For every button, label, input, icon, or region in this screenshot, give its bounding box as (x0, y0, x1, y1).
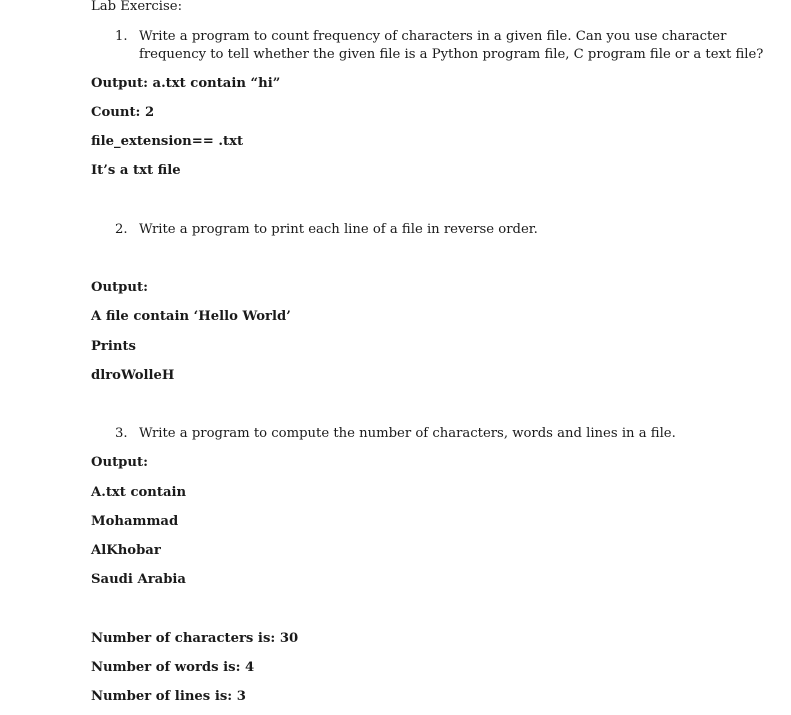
q2-output-label: Output: (91, 280, 148, 295)
page-header: Lab Exercise: (91, 0, 183, 14)
q3-content-line-2: AlKhobar (91, 543, 161, 558)
question-2-text: Write a program to print each line of a file in reverse order. (139, 222, 538, 237)
q1-extension-line: file_extension== .txt (91, 134, 244, 149)
q3-characters-result: Number of characters is: 30 (91, 631, 299, 646)
question-1-text-line-2: frequency to tell whether the given file is a Python program file, C program file or a text file? (139, 47, 764, 62)
question-3-number: 3. (115, 426, 128, 441)
q1-result-line: It’s a txt file (91, 163, 181, 178)
q3-lines-result: Number of lines is: 3 (91, 689, 246, 704)
q2-file-line: A file contain ‘Hello World’ (91, 309, 291, 324)
question-1-number: 1. (115, 29, 128, 44)
q3-words-result: Number of words is: 4 (91, 660, 255, 675)
q1-count-line: Count: 2 (91, 105, 155, 120)
q3-content-line-3: Saudi Arabia (91, 572, 186, 587)
question-2-number: 2. (115, 222, 128, 237)
q3-file-line: A.txt contain (91, 485, 187, 500)
q1-output-line: Output: a.txt contain “hi” (91, 76, 281, 91)
question-3-text: Write a program to compute the number of characters, words and lines in a file. (139, 426, 676, 441)
q3-output-label: Output: (91, 455, 148, 470)
q2-reversed-line: dlroWolleH (91, 368, 175, 383)
q3-content-line-1: Mohammad (91, 514, 179, 529)
question-1-text-line-1: Write a program to count frequency of characters in a given file. Can you use character (139, 29, 727, 44)
q2-prints-line: Prints (91, 339, 136, 354)
